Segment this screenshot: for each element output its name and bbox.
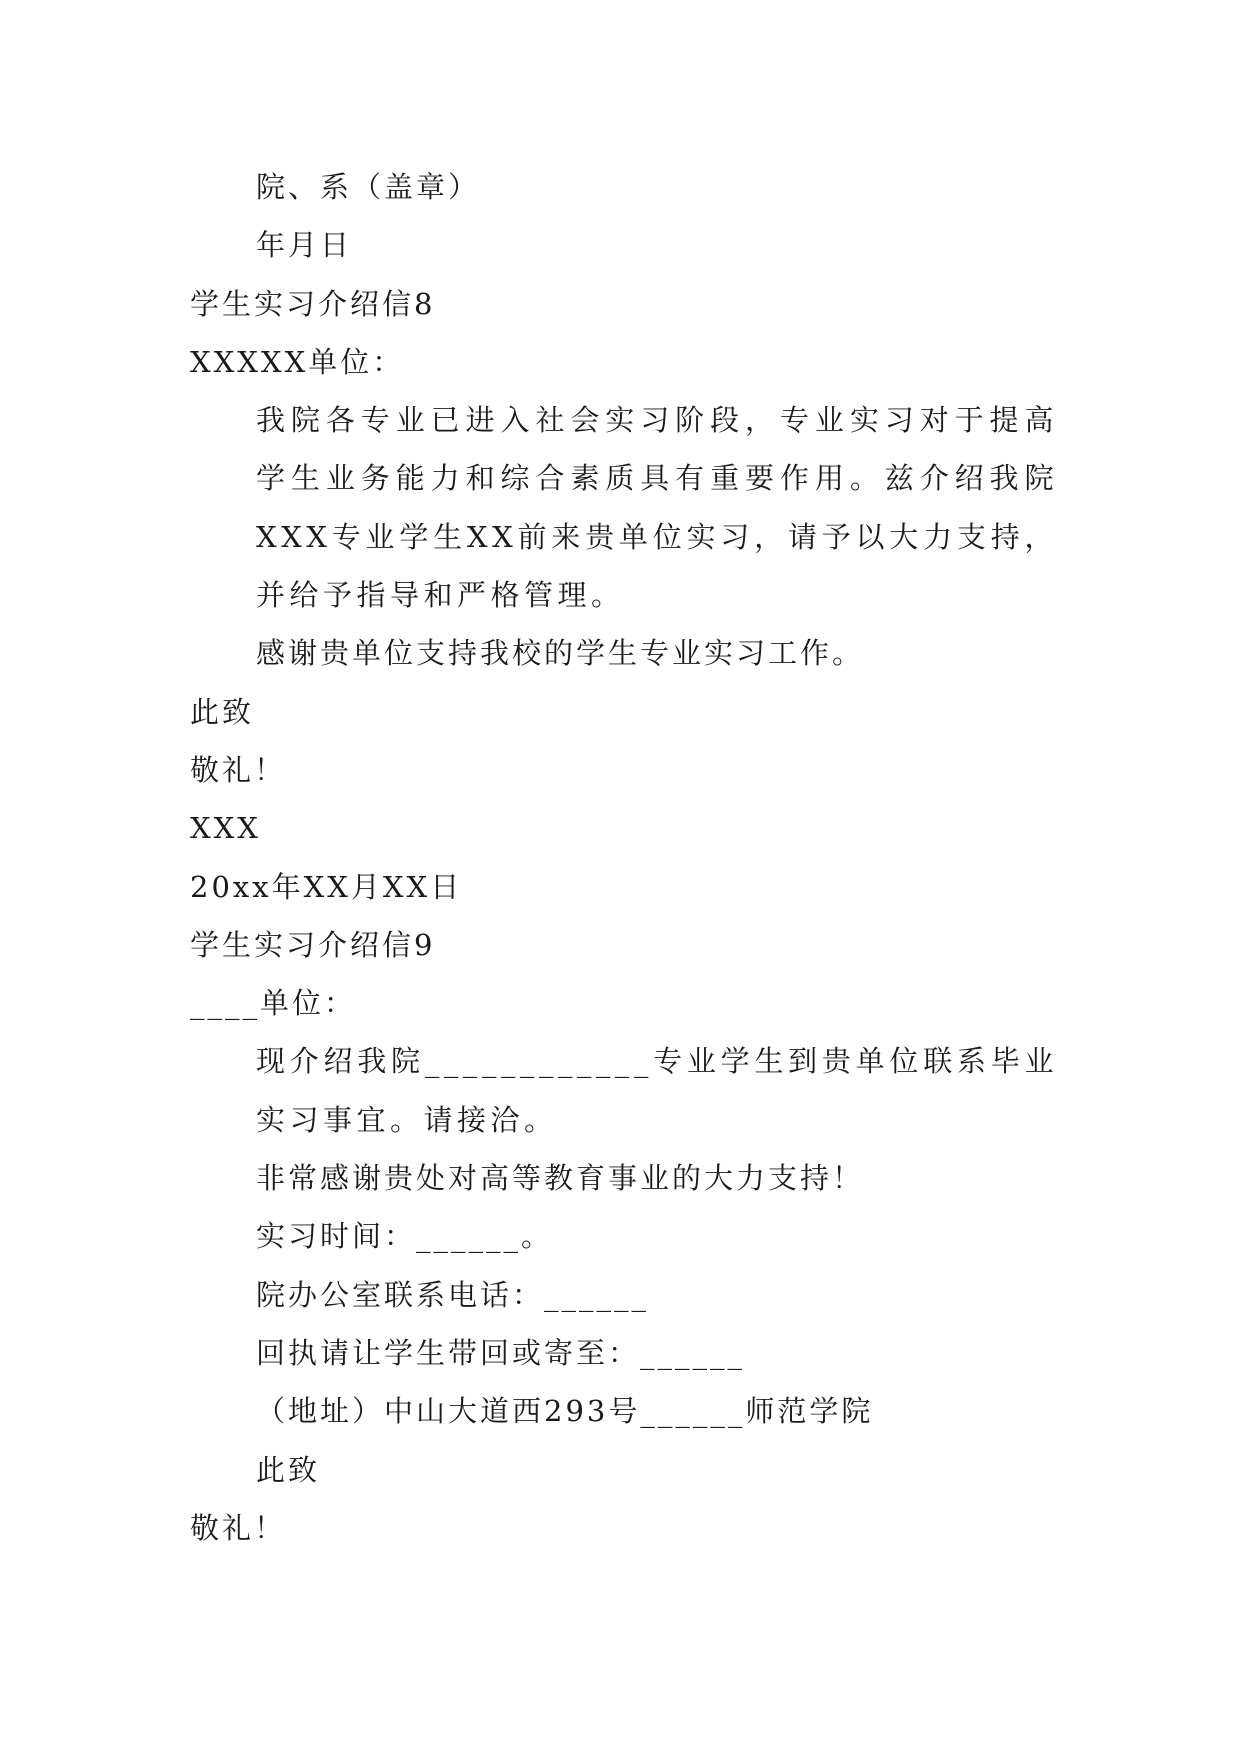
- letter-text: [190, 158, 1058, 1557]
- letter-8-body-paragraph: 我院各专业已进入社会实习阶段，专业实习对于提高学生业务能力和综合素质具有重要作用。兹介绍我院XXX专业学生XX前来贵单位实习，请予以大力支持，并给予指导和严格管理。: [256, 403, 1058, 613]
- seal-line: 院、系（盖章）: [256, 170, 481, 204]
- internship-period-line: 实习时间：______。: [256, 1219, 554, 1254]
- letter-9-thanks-paragraph: 非常感谢贵处对高等教育事业的大力支持！: [256, 1161, 865, 1196]
- letter-8-title: 学生实习介绍信8: [190, 286, 436, 321]
- letter-9-salutation: 敬礼！: [190, 1510, 287, 1545]
- letter-8-closing: 此致: [190, 694, 255, 729]
- letter-9-recipient: ____单位：: [190, 986, 357, 1021]
- letter-9-body-paragraph: 现介绍我院____________专业学生到贵单位联系毕业实习事宜。请接洽。: [256, 1044, 1058, 1137]
- letter-9-title: 学生实习介绍信9: [190, 927, 436, 962]
- date-placeholder-line: 年月日: [256, 228, 353, 263]
- letter-8-signer: XXX: [190, 811, 261, 846]
- letter-8-date: 20xx年XX月XX日: [190, 869, 463, 904]
- address-line: （地址）中山大道西293号______师范学院: [256, 1394, 874, 1429]
- office-phone-line: 院办公室联系电话：______: [256, 1277, 650, 1312]
- letter-8-thanks-paragraph: 感谢贵单位支持我校的学生专业实习工作。: [256, 636, 865, 671]
- return-receipt-line: 回执请让学生带回或寄至：______: [256, 1335, 746, 1370]
- letter-8-recipient: XXXXX单位：: [190, 344, 405, 379]
- letter-9-closing: 此致: [256, 1452, 321, 1487]
- letter-8-salutation: 敬礼！: [190, 752, 287, 787]
